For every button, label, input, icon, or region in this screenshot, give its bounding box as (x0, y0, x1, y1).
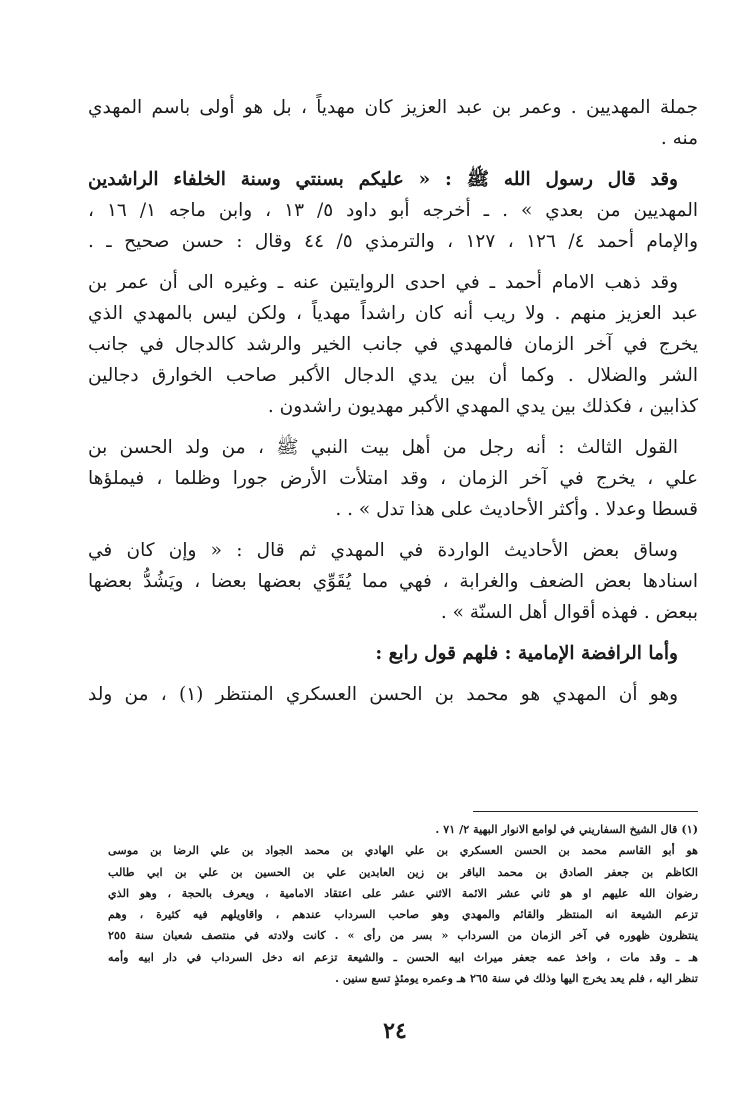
paragraph-5 (88, 535, 698, 628)
text-line: ببعض . فهذه أقوال أهل السنّة » . (440, 602, 698, 623)
text-line: المهديين من بعدي » . ـ أخرجه أبو داود ٥/ ١٣ ، وابن ماجه ١/ ١٦ ، (88, 200, 698, 221)
footnote-line: ينتظرون ظهوره في آخر الزمان من السرداب « بسر من رأى » . كانت ولادته في منتصف شعبان سنة ٢٥٥ (108, 928, 698, 943)
text-line: عبد العزيز منهم . ولا ريب أنه كان راشداً مهدياً ، ولكن ليس بالمهدي الذي (88, 303, 698, 324)
text-line: والإمام أحمد ٤/ ١٢٦ ، ١٢٧ ، والترمذي ٥/ ٤٤ وقال : حسن صحيح ـ . (88, 231, 698, 252)
text-line: وساق بعض الأحاديث الواردة في المهدي ثم قال : « وإن كان في (88, 540, 678, 561)
text-line: اسنادها بعض الضعف والغرابة ، فهي مما يُقَوِّي بعضها بعضا ، ويَشُدُّ بعضها (88, 571, 698, 592)
footnote-divider (473, 811, 698, 812)
main-text (88, 92, 698, 710)
paragraph-4 (88, 432, 698, 525)
text-line: وهو أن المهدي هو محمد بن الحسن العسكري المنتظر (١) ، من ولد (88, 684, 679, 705)
footnote-line: تنظر اليه ، فلم يعد يخرج اليها وذلك في سنة ٢٦٥ هـ وعمره يومئذٍ تسع سنين . (335, 971, 698, 986)
footnote-line: الكاظم بن جعفر الصادق بن محمد الباقر بن زين العابدين علي بن الحسين بن علي بن ابي طالب (108, 864, 698, 879)
section-heading: وأما الرافضة الإمامية : فلهم قول رابع : (375, 643, 678, 664)
text-line: منه . (660, 128, 698, 149)
text-line: وقد قال رسول الله ﷺ : « عليكم بسنتي وسنة الخلفاء الراشدين (88, 169, 678, 190)
paragraph-2 (88, 164, 698, 257)
text-line: كذابين ، فكذلك بين يدي المهدي الأكبر مهديون راشدون . (267, 396, 698, 417)
text-line: القول الثالث : أنه رجل من أهل بيت النبي ﷺ ، من ولد الحسن بن (88, 437, 678, 458)
footnote-line: تزعم الشيعة انه المنتظر والقائم والمهدي وهو صاحب السرداب عندهم ، واقاويلهم فيه كثيرة ، وهم (108, 907, 698, 922)
footnote-line: (١) قال الشيخ السفاريني في لوامع الانوار البهية ٢/ ٧١ . (435, 822, 698, 836)
footnotes (108, 819, 698, 989)
text-line: يخرج في آخر الزمان فالمهدي في جانب الخير والرشد كالدجال في جانب (88, 334, 698, 355)
paragraph-3 (88, 267, 698, 422)
paragraph-6 (88, 679, 698, 710)
page-number: ٢٤ (383, 1018, 407, 1044)
text-line: الشر والضلال . وكما أن بين يدي الدجال الأكبر صاحب الخوارق دجالين (88, 365, 698, 386)
text-line: وقد ذهب الامام أحمد ـ في احدى الروايتين عنه ـ وغيره الى أن عمر بن (88, 272, 678, 293)
footnote-line: رضوان الله عليهم او هو ثاني عشر الائمة الاثني عشر على اعتقاد الامامية ، ويعرف بالحجة ، وهو الذي (108, 885, 698, 900)
text-line: علي ، يخرج في آخر الزمان ، وقد امتلأت الأرض جورا وظلما ، فيملؤها (88, 468, 698, 489)
text-line: جملة المهديين . وعمر بن عبد العزيز كان مهدياً ، بل هو أولى باسم المهدي (88, 97, 698, 118)
text-line: قسطا وعدلا . وأكثر الأحاديث على هذا تدل » . . (335, 499, 698, 520)
paragraph-1 (88, 92, 698, 154)
footnote-line: هـ ـ وقد مات ، واخذ عمه جعفر ميراث ابيه الحسن ـ والشيعة تزعم انه دخل السرداب في دار ابيه وأمه (108, 949, 698, 964)
footnote-line: هو أبو القاسم محمد بن الحسن العسكري بن علي الهادي بن محمد الجواد بن علي الرضا بن موسى (108, 843, 698, 858)
